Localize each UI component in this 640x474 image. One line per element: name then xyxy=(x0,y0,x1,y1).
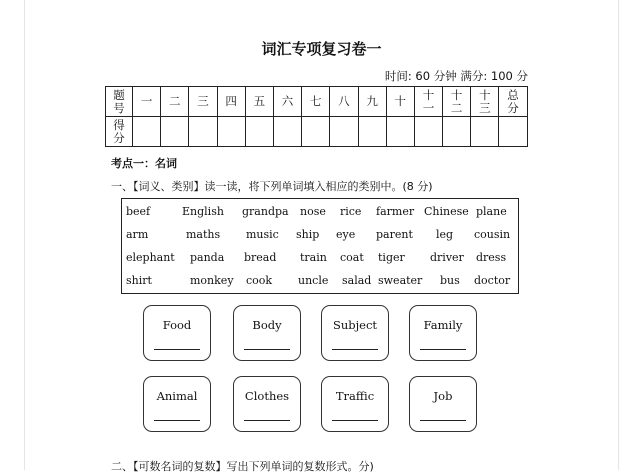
word-bank-word: English xyxy=(182,205,224,218)
category-label: Traffic xyxy=(335,389,375,403)
word-bank-word: dress xyxy=(476,251,507,264)
score-col-13: 十 三 xyxy=(471,87,499,117)
word-bank-word: maths xyxy=(186,228,221,241)
category-box-traffic[interactable] xyxy=(321,376,389,432)
score-cell[interactable] xyxy=(161,117,189,147)
category-box-body[interactable] xyxy=(233,305,301,361)
score-table-header-label: 题 号 xyxy=(106,87,133,117)
score-cell[interactable] xyxy=(443,117,471,147)
category-box-food[interactable] xyxy=(143,305,211,361)
word-bank-word: bread xyxy=(244,251,277,264)
word-bank-word: bus xyxy=(440,274,460,287)
word-bank xyxy=(121,198,519,294)
answer-line[interactable] xyxy=(154,349,200,350)
word-bank-word: plane xyxy=(476,205,507,218)
word-bank-word: farmer xyxy=(376,205,415,218)
word-bank-word: train xyxy=(300,251,327,264)
score-cell[interactable] xyxy=(217,117,245,147)
category-label: Family xyxy=(423,318,463,332)
score-table-score-row xyxy=(106,117,528,147)
score-table-score-label: 得 分 xyxy=(106,117,133,147)
word-bank-word: salad xyxy=(342,274,372,287)
score-col-total: 总 分 xyxy=(499,87,527,117)
question-1-prompt: 一、【词义、类别】读一读，将下列单词填入相应的类别中。(8 分) xyxy=(111,180,433,193)
word-bank-word: music xyxy=(246,228,279,241)
word-bank-word: ship xyxy=(296,228,320,241)
score-col-10: 十 xyxy=(386,87,414,117)
word-bank-word: shirt xyxy=(126,274,152,287)
score-cell[interactable] xyxy=(330,117,358,147)
score-cell[interactable] xyxy=(245,117,273,147)
word-bank-word: monkey xyxy=(190,274,234,287)
category-label: Food xyxy=(162,318,192,332)
question-2-prompt: 二、【可数名词的复数】写出下列单词的复数形式。分) xyxy=(111,460,374,473)
category-label: Clothes xyxy=(244,389,290,403)
answer-line[interactable] xyxy=(332,420,378,421)
category-label: Job xyxy=(433,389,453,403)
category-label: Body xyxy=(252,318,282,332)
score-col-12: 十 二 xyxy=(443,87,471,117)
word-bank-word: leg xyxy=(436,228,454,241)
word-bank-word: eye xyxy=(336,228,356,241)
score-cell[interactable] xyxy=(133,117,161,147)
answer-line[interactable] xyxy=(332,349,378,350)
score-col-8: 八 xyxy=(330,87,358,117)
category-box-subject[interactable] xyxy=(321,305,389,361)
answer-line[interactable] xyxy=(420,420,466,421)
word-bank-word: nose xyxy=(300,205,326,218)
word-bank-word: grandpa xyxy=(242,205,289,218)
score-table-header-row xyxy=(106,87,528,117)
score-col-5: 五 xyxy=(245,87,273,117)
answer-line[interactable] xyxy=(244,349,290,350)
answer-line[interactable] xyxy=(244,420,290,421)
score-col-7: 七 xyxy=(302,87,330,117)
score-col-2: 二 xyxy=(161,87,189,117)
word-bank-word: arm xyxy=(126,228,149,241)
word-bank-word: sweater xyxy=(378,274,423,287)
score-table xyxy=(105,86,528,147)
score-cell[interactable] xyxy=(386,117,414,147)
word-bank-word: coat xyxy=(340,251,364,264)
score-cell[interactable] xyxy=(414,117,442,147)
score-col-11: 十 一 xyxy=(414,87,442,117)
word-bank-word: cousin xyxy=(474,228,511,241)
word-bank-word: elephant xyxy=(126,251,175,264)
word-bank-word: rice xyxy=(340,205,362,218)
word-bank-word: cook xyxy=(246,274,273,287)
category-box-job[interactable] xyxy=(409,376,477,432)
score-cell[interactable] xyxy=(189,117,217,147)
answer-line[interactable] xyxy=(154,420,200,421)
score-cell[interactable] xyxy=(358,117,386,147)
score-cell[interactable] xyxy=(499,117,527,147)
score-col-9: 九 xyxy=(358,87,386,117)
category-box-clothes[interactable] xyxy=(233,376,301,432)
word-bank-word: Chinese xyxy=(424,205,469,218)
document-page xyxy=(24,0,619,473)
category-box-family[interactable] xyxy=(409,305,477,361)
word-bank-word: driver xyxy=(430,251,464,264)
word-bank-word: tiger xyxy=(378,251,405,264)
score-cell[interactable] xyxy=(471,117,499,147)
word-bank-word: beef xyxy=(126,205,151,218)
score-col-4: 四 xyxy=(217,87,245,117)
word-bank-word: parent xyxy=(376,228,413,241)
score-col-3: 三 xyxy=(189,87,217,117)
section-heading: 考点一：名词 xyxy=(111,157,177,170)
score-col-1: 一 xyxy=(133,87,161,117)
score-cell[interactable] xyxy=(302,117,330,147)
score-col-6: 六 xyxy=(273,87,301,117)
score-cell[interactable] xyxy=(273,117,301,147)
word-bank-word: uncle xyxy=(298,274,329,287)
word-bank-word: panda xyxy=(190,251,225,264)
page-title: 词汇专项复习卷一 xyxy=(261,40,382,58)
exam-info: 时间: 60 分钟 满分: 100 分 xyxy=(384,69,528,83)
category-label: Animal xyxy=(156,389,198,403)
word-bank-word: doctor xyxy=(474,274,511,287)
category-box-animal[interactable] xyxy=(143,376,211,432)
answer-line[interactable] xyxy=(420,349,466,350)
category-label: Subject xyxy=(332,318,378,332)
